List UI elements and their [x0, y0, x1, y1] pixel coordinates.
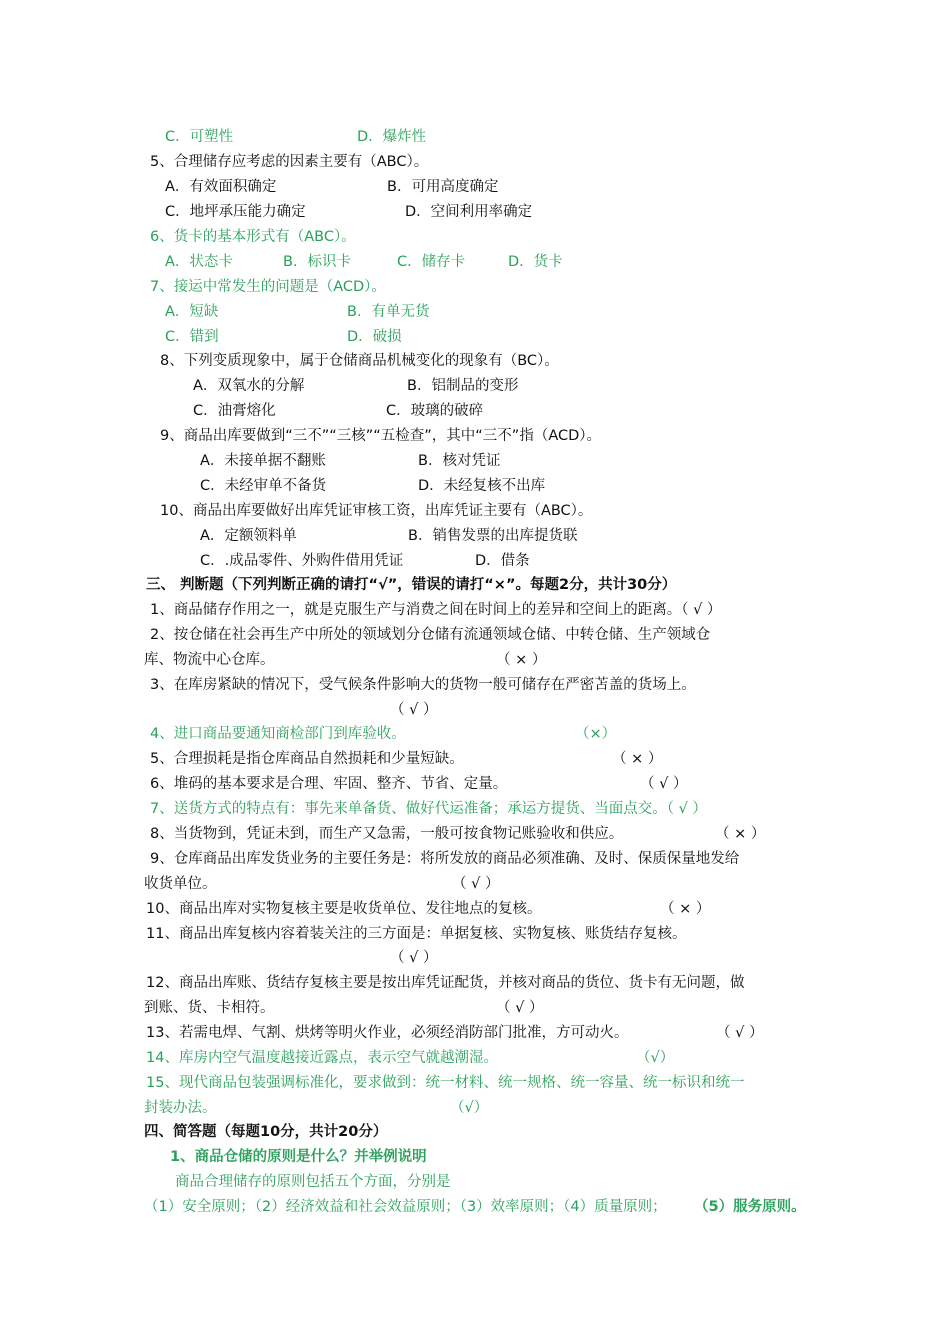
- text-segment: B．铝制品的变形: [407, 378, 519, 394]
- text-segment: 封装办法。: [144, 1100, 217, 1116]
- text-segment: C．油膏熔化: [193, 403, 276, 419]
- text-segment: （ √ ）: [390, 702, 438, 718]
- text-segment: 8、当货物到，凭证未到，而生产又急需，一般可按食物记账验收和供应。: [150, 826, 624, 842]
- text-segment: 到账、货、卡相符。: [144, 1000, 275, 1016]
- text-segment: 5、合理储存应考虑的因素主要有（ABC）。: [150, 154, 429, 170]
- text-segment: （ × ）: [660, 901, 711, 917]
- text-segment: （×）: [575, 726, 617, 742]
- text-segment: A．短缺: [165, 304, 219, 320]
- text-segment: 15、现代商品包装强调标准化，要求做到：统一材料、统一规格、统一容量、统一标识和统一: [146, 1075, 745, 1091]
- text-segment: B．可用高度确定: [387, 179, 499, 195]
- text-segment: （ √ ）: [390, 950, 438, 966]
- text-segment: （√）: [450, 1100, 489, 1116]
- text-segment: A．双氧水的分解: [193, 378, 305, 394]
- text-segment: B．有单无货: [347, 304, 430, 320]
- text-segment: 5、合理损耗是指仓库商品自然损耗和少量短缺。: [150, 751, 464, 767]
- text-segment: A．定额领料单: [200, 528, 297, 544]
- text-segment: （ √ ）: [640, 776, 688, 792]
- text-segment: 2、按仓储在社会再生产中所处的领域划分仓储有流通领域仓储、中转仓储、生产领域仓: [150, 627, 711, 643]
- text-segment: 4、进口商品要通知商检部门到库验收。: [150, 726, 406, 742]
- text-segment: 7、接运中常发生的问题是（ACD）。: [150, 279, 386, 295]
- text-segment: C．玻璃的破碎: [386, 403, 484, 419]
- text-segment: 3、在库房紧缺的情况下，受气候条件影响大的货物一般可储存在严密苫盖的货场上。: [150, 677, 696, 693]
- text-segment: C．储存卡: [397, 254, 466, 270]
- text-segment: （ × ）: [496, 652, 547, 668]
- text-segment: （ × ）: [612, 751, 663, 767]
- text-segment: 12、商品出库账、货结存复核主要是按出库凭证配货，并核对商品的货位、货卡有无问题，做: [146, 975, 745, 991]
- text-segment: B．标识卡: [283, 254, 351, 270]
- text-segment: 14、库房内空气温度越接近露点，表示空气就越潮湿。: [146, 1050, 498, 1066]
- text-segment: 9、商品出库要做到“三不”“三核”“五检查”，其中“三不”指（ACD）。: [160, 428, 602, 444]
- text-segment: C．地坪承压能力确定: [165, 204, 306, 220]
- text-segment: 库、物流中心仓库。: [144, 652, 275, 668]
- text-segment: 10、商品出库对实物复核主要是收货单位、发往地点的复核。: [146, 901, 542, 917]
- text-segment: C．错到: [165, 329, 219, 345]
- text-segment: D．破损: [347, 329, 402, 345]
- text-segment: （ √ ）: [452, 876, 500, 892]
- text-segment: （ √ ）: [496, 1000, 544, 1016]
- text-segment: D．借条: [475, 553, 530, 569]
- text-segment: 收货单位。: [144, 876, 217, 892]
- text-segment: 6、堆码的基本要求是合理、牢固、整齐、节省、定量。: [150, 776, 508, 792]
- text-segment: （ × ）: [715, 826, 766, 842]
- text-segment: D．未经复核不出库: [418, 478, 546, 494]
- text-segment: 11、商品出库复核内容着装关注的三方面是：单据复核、实物复核、账货结存复核。: [146, 926, 687, 942]
- text-segment: A．状态卡: [165, 254, 233, 270]
- text-segment: 1、商品仓储的原则是什么？并举例说明: [170, 1149, 427, 1165]
- text-segment: （√）: [636, 1050, 675, 1066]
- text-segment: 13、若需电焊、气割、烘烤等明火作业，必须经消防部门批准，方可动火。: [146, 1025, 629, 1041]
- text-segment: 1、商品储存作用之一，就是克服生产与消费之间在时间上的差异和空间上的距离。（ √ ）: [150, 602, 722, 618]
- text-segment: D．空间利用率确定: [405, 204, 533, 220]
- text-segment: 10、商品出库要做好出库凭证审核工资，出库凭证主要有（ABC）。: [160, 503, 593, 519]
- text-segment: 9、仓库商品出库发货业务的主要任务是：将所发放的商品必须准确、及时、保质保量地发给: [150, 851, 740, 867]
- text-segment: B．销售发票的出库提货联: [408, 528, 578, 544]
- text-segment: 三、 判断题（下列判断正确的请打“√”，错误的请打“×”。每题2分，共计30分）: [146, 577, 677, 593]
- text-segment: C．未经审单不备货: [200, 478, 327, 494]
- text-segment: 8、下列变质现象中，属于仓储商品机械变化的现象有（BC）。: [160, 353, 559, 369]
- text-segment: C．可塑性: [165, 129, 234, 145]
- text-segment: B．核对凭证: [418, 453, 501, 469]
- text-segment: 7、送货方式的特点有：事先来单备货、做好代运准备；承运方提货、当面点交。（ √ ）: [150, 801, 707, 817]
- text-segment: A．有效面积确定: [165, 179, 277, 195]
- text-segment: （ √ ）: [716, 1025, 764, 1041]
- text-segment: C．.成品零件、外购件借用凭证: [200, 553, 404, 569]
- text-segment: A．未接单据不翻账: [200, 453, 326, 469]
- text-segment: （5）服务原则。: [694, 1199, 806, 1215]
- text-segment: D．爆炸性: [357, 129, 427, 145]
- text-segment: 四、简答题（每题10分，共计20分）: [144, 1124, 388, 1140]
- text-segment: 商品合理储存的原则包括五个方面，分别是: [175, 1174, 451, 1190]
- text-segment: （1）安全原则；（2）经济效益和社会效益原则；（3）效率原则；（4）质量原则；: [144, 1199, 667, 1215]
- text-segment: 6、货卡的基本形式有（ABC）。: [150, 229, 356, 245]
- text-segment: D．货卡: [508, 254, 563, 270]
